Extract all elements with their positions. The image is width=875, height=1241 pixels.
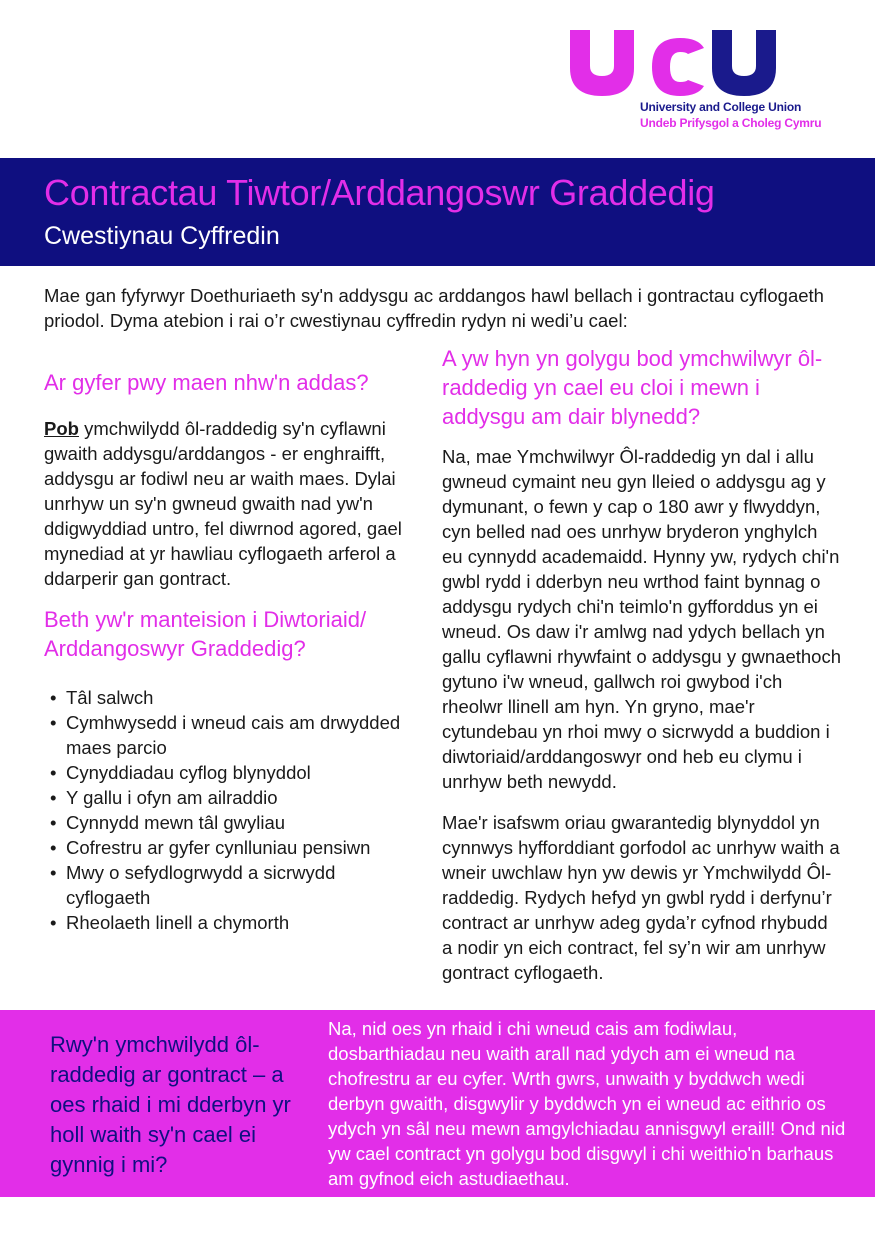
page-subtitle: Cwestiynau Cyffredin bbox=[44, 222, 280, 250]
ucu-wordmark-icon bbox=[570, 30, 780, 96]
answer-who bbox=[44, 416, 416, 591]
answer-who-bold: Pob bbox=[44, 418, 79, 439]
answer-locked-in-p2: Mae'r isafswm oriau gwarantedig blynyddol yn cynnwys hyfforddiant gorfodol ac unrhyw waith a wneir uwchlaw hyn yw dewis yr Ymchwilydd Ôl-raddedig. Rydych hefyd yn gwbl rydd i derfynu’r contract ar unrhyw adeg gyda’r cyfnod rhybudd a nodir yn eich contract, fel sy’n wir am unrhyw gontract cyflogaeth. bbox=[442, 812, 840, 983]
list-item: • Tâl salwch bbox=[50, 685, 416, 710]
bottom-question: Rwy'n ymchwilydd ôl-raddedig ar gontract – a oes rhaid i mi dderbyn yr holl waith sy'n cael ei gynnig i mi? bbox=[50, 1032, 291, 1177]
page-title: Contractau Tiwtor/Arddangoswr Graddedig bbox=[44, 172, 715, 213]
question-locked-in: A yw hyn yn golygu bod ymchwilwyr ôl-raddedig yn cael eu cloi i mewn i addysgu am dair blynedd? bbox=[442, 346, 823, 429]
list-item: • Cofrestru ar gyfer cynlluniau pensiwn bbox=[50, 835, 416, 860]
right-column bbox=[442, 344, 842, 985]
question-benefits: Beth yw'r manteision i Diwtoriaid/ Arddangoswyr Graddedig? bbox=[44, 607, 367, 661]
question-who: Ar gyfer pwy maen nhw'n addas? bbox=[44, 370, 369, 395]
bottom-answer: Na, nid oes yn rhaid i chi wneud cais am fodiwlau, dosbarthiadau neu waith arall nad ydych am ei wneud na chofrestru ar eu cyfer. Wrth gwrs, unwaith y byddwch wedi derbyn gwaith, disgwylir y byddwch yn ei wneud ac eithrio os ydych yn sâl neu mewn amgylchiadau annisgwyl eraill! Ond nid yw cael contract yn golygu bod disgwyl i chi weithio'n barhaus am gyfnod eich astudiaethau. bbox=[328, 1018, 846, 1189]
list-item: • Y gallu i ofyn am ailraddio bbox=[50, 785, 416, 810]
logo-english-name: University and College Union bbox=[640, 100, 802, 114]
list-item: • Cymhwysedd i wneud cais am drwydded maes parcio bbox=[50, 710, 416, 760]
answer-locked-in-p1: Na, mae Ymchwilwyr Ôl-raddedig yn dal i allu gwneud cymaint neu gyn lleied o addysgu ag y dymunant, o fewn y cap o 180 awr y flwyddyn, cyn belled nad oes unrhyw bryderon ynghylch eu cynnydd academaidd. Hynny yw, rydych chi'n gwbl rydd i dderbyn neu wrthod faint bynnag o addysgu rydych chi'n teimlo'n gyfforddus yn ei wneud. Os daw i'r amlwg nad ydych bellach yn gallu cyflawni rhywfaint o addysgu y gwnaethoch gytuno i'w wneud, gallwch roi gwybod i'ch rheolwr llinell am hyn. Yn gryno, mae'r cytundebau yn rhoi mwy o sicrwydd a buddion i diwtoriaid/arddangoswyr ond heb eu clymu i unrhyw beth newydd. bbox=[442, 446, 842, 792]
logo-welsh-name: Undeb Prifysgol a Choleg Cymru bbox=[640, 116, 822, 130]
ucu-logo bbox=[570, 30, 850, 140]
list-item: • Rheolaeth linell a chymorth bbox=[50, 910, 416, 935]
intro-paragraph: Mae gan fyfyrwyr Doethuriaeth sy'n addysgu ac arddangos hawl bellach i gontractau cyflogaeth priodol. Dyma atebion i rai o’r cwestiynau cyffredin rydyn ni wedi’u cael: bbox=[44, 285, 824, 331]
list-item: • Mwy o sefydlogrwydd a sicrwydd cyflogaeth bbox=[50, 860, 416, 910]
list-item: • Cynnydd mewn tâl gwyliau bbox=[50, 810, 416, 835]
left-column bbox=[44, 368, 416, 935]
answer-who-text: ymchwilydd ôl-raddedig sy'n cyflawni gwaith addysgu/arddangos - er enghraifft, addysgu ar fodiwl neu ar waith maes. Dylai unrhyw un sy'n gwneud gwaith nad yw'n ddigwyddiad untro, fel diwrnod agored, gael mynediad at yr hawliau cyflogaeth arferol a ddarperir gan gontract. bbox=[44, 418, 402, 589]
list-item: • Cynyddiadau cyflog blynyddol bbox=[50, 760, 416, 785]
benefits-list bbox=[50, 685, 416, 935]
